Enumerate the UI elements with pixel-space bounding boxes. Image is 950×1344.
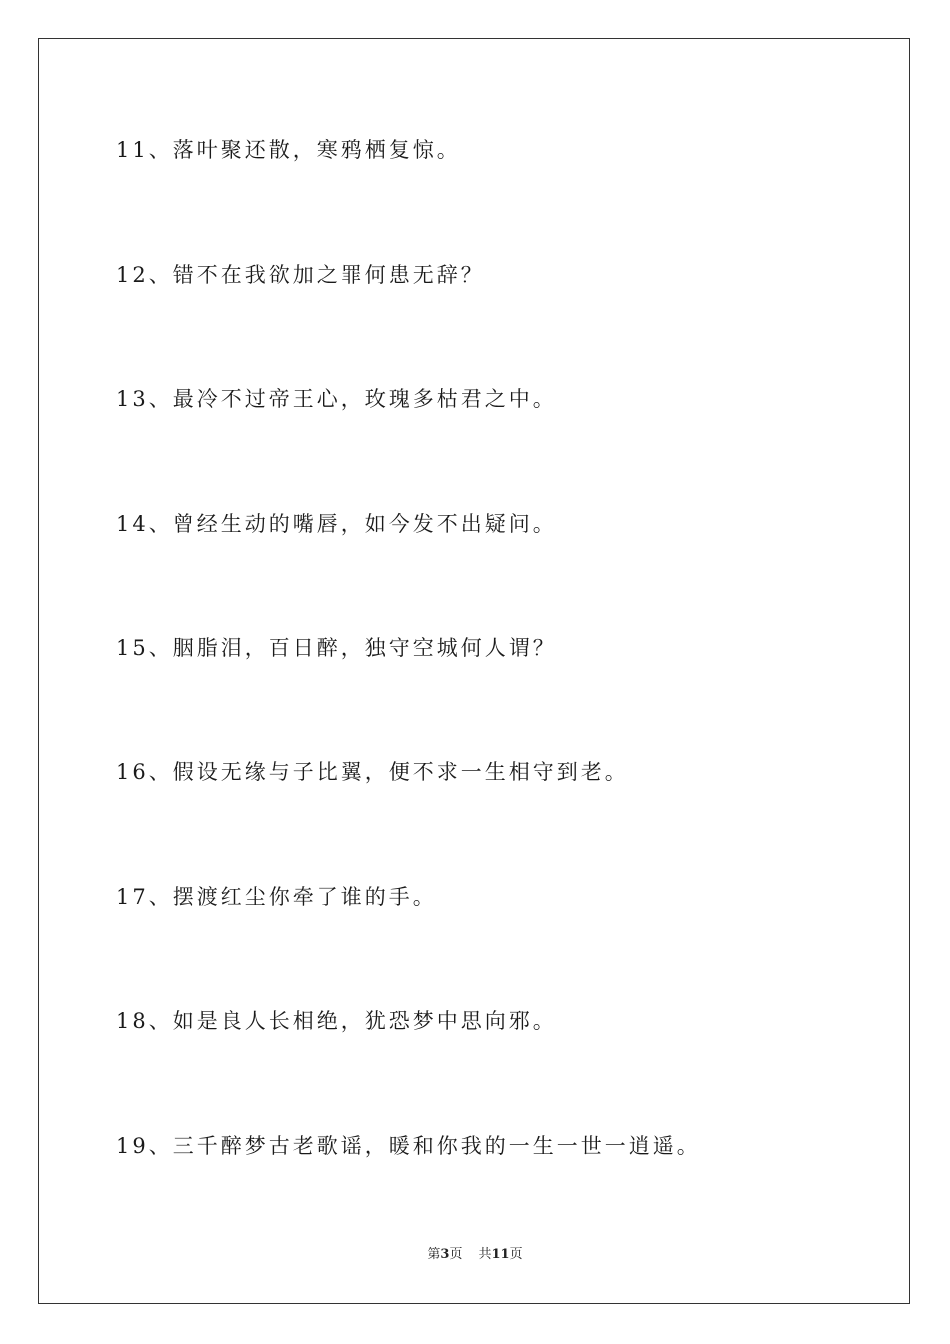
footer-page-suffix: 页: [449, 1247, 463, 1262]
text-line-11: 11、落叶聚还散，寒鸦栖复惊。: [116, 138, 461, 162]
text-line-15: 15、胭脂泪，百日醉，独守空城何人谓？: [116, 636, 557, 660]
page-footer: [0, 1247, 950, 1263]
footer-total-prefix: 共: [478, 1247, 492, 1262]
footer-page-prefix: 第: [427, 1247, 441, 1262]
text-line-13: 13、最冷不过帝王心，玫瑰多枯君之中。: [116, 387, 557, 411]
footer-page-number: 3: [440, 1247, 450, 1262]
footer-total-suffix: 页: [509, 1247, 523, 1262]
page-frame: [38, 38, 910, 1304]
footer-total-number: 11: [491, 1247, 510, 1262]
text-line-14: 14、曾经生动的嘴唇，如今发不出疑问。: [116, 512, 557, 536]
text-line-19: 19、三千醉梦古老歌谣，暖和你我的一生一世一逍遥。: [116, 1134, 701, 1158]
text-line-12: 12、错不在我欲加之罪何患无辞？: [116, 263, 485, 287]
text-line-16: 16、假设无缘与子比翼，便不求一生相守到老。: [116, 760, 629, 784]
text-line-18: 18、如是良人长相绝，犹恐梦中思向邪。: [116, 1009, 557, 1033]
text-line-17: 17、摆渡红尘你牵了谁的手。: [116, 885, 437, 909]
